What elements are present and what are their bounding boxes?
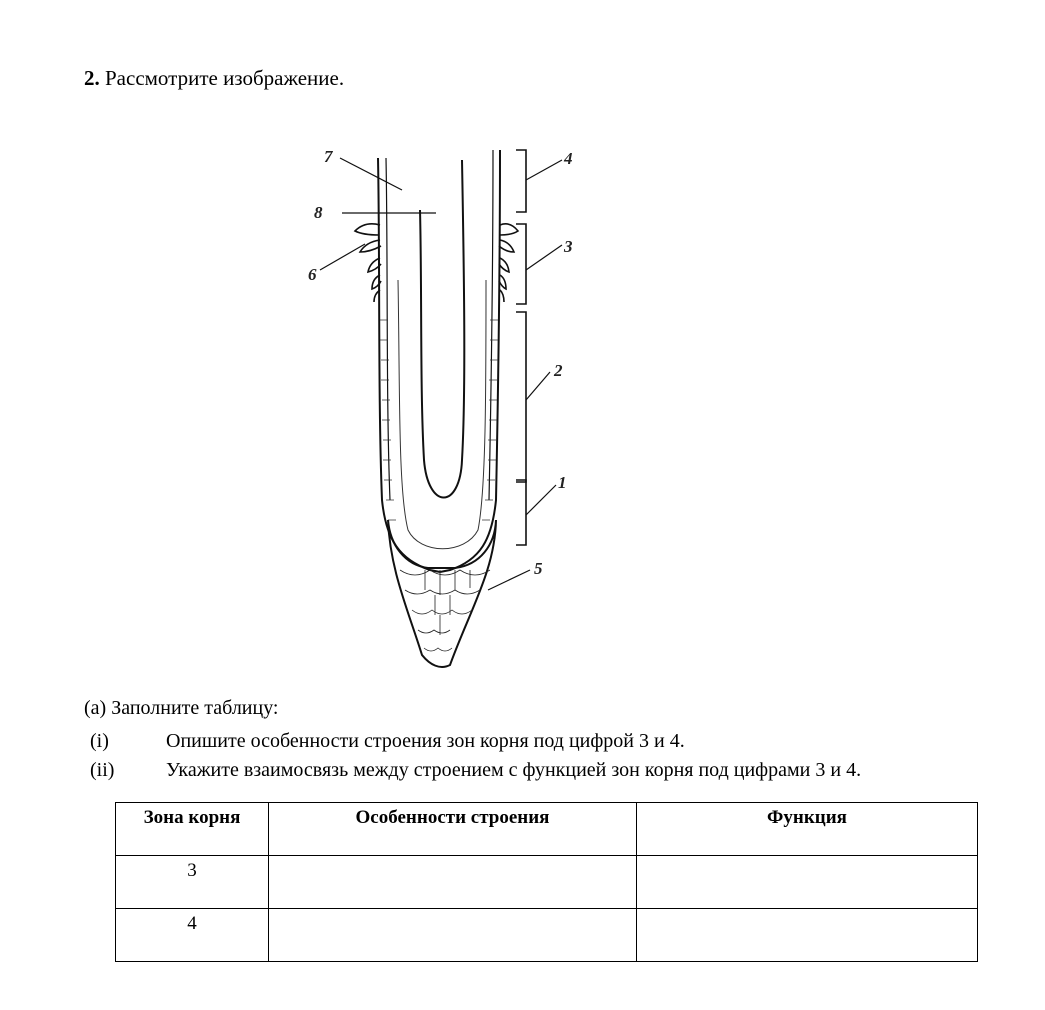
cell-function-input[interactable] (637, 856, 978, 909)
header-zone: Зона корня (116, 803, 269, 856)
label-4: 4 (564, 149, 573, 168)
root-diagram (290, 140, 580, 680)
table-row (116, 856, 978, 909)
cell-structure-input[interactable] (269, 909, 637, 962)
task-item-text: Укажите взаимосвязь между строением с функцией зон корня под цифрами 3 и 4. (166, 759, 862, 781)
question-prompt: Рассмотрите изображение. (105, 66, 345, 90)
label-5: 5 (534, 559, 543, 578)
cell-zone: 4 (116, 909, 269, 962)
label-3: 3 (564, 237, 573, 256)
label-8: 8 (314, 203, 323, 222)
label-7: 7 (324, 147, 333, 166)
label-1: 1 (558, 473, 567, 492)
label-6: 6 (308, 265, 317, 284)
task-item-number: (i) (90, 730, 109, 752)
table-header-row (116, 803, 978, 856)
header-structure: Особенности строения (269, 803, 637, 856)
question-number: 2. (84, 66, 100, 90)
task-item-number: (ii) (90, 759, 115, 781)
task-item-text: Опишите особенности строения зон корня под цифрой 3 и 4. (166, 730, 685, 752)
task-intro: (а) Заполните таблицу: (84, 697, 279, 719)
question-title (84, 66, 344, 91)
cell-structure-input[interactable] (269, 856, 637, 909)
header-function: Функция (637, 803, 978, 856)
answer-table (115, 802, 978, 962)
root-diagram-svg (290, 140, 580, 680)
cell-zone: 3 (116, 856, 269, 909)
table-row (116, 909, 978, 962)
label-2: 2 (554, 361, 563, 380)
cell-function-input[interactable] (637, 909, 978, 962)
